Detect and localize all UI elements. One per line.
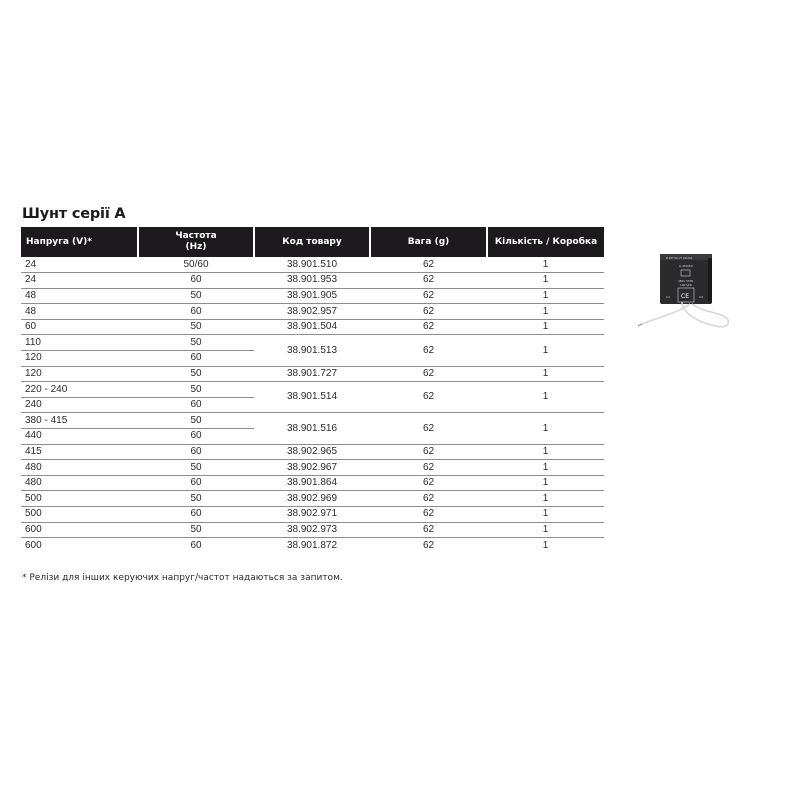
cell-voltage: 480 xyxy=(21,475,138,491)
cell-code: 38.901.872 xyxy=(286,539,338,551)
cell-frequency: 60 xyxy=(138,397,254,413)
cell-frequency: 50 xyxy=(138,413,254,429)
cell-voltage: 600 xyxy=(21,522,138,538)
cell-code: 38.901.514 xyxy=(254,382,370,413)
cell-voltage: 440 xyxy=(21,429,138,445)
cell-qty: 1 xyxy=(487,522,604,538)
cell-voltage: 24 xyxy=(21,257,138,273)
cell-qty: 1 xyxy=(487,444,604,460)
cell-voltage: 500 xyxy=(21,507,138,523)
cell-qty: 1 xyxy=(487,382,604,413)
table-row xyxy=(21,273,604,289)
cell-weight: 62 xyxy=(370,382,487,413)
cell-frequency: 60 xyxy=(138,304,254,320)
cell-frequency: 60 xyxy=(138,273,254,289)
table-row xyxy=(21,304,604,320)
header-voltage: Напруга (V)* xyxy=(21,227,138,257)
cell-weight: 62 xyxy=(370,413,487,444)
svg-text:A-450/60: A-450/60 xyxy=(679,264,693,268)
cell-frequency: 60 xyxy=(138,475,254,491)
cell-code: 38.902.969 xyxy=(254,491,370,507)
cell-voltage: 415 xyxy=(21,444,138,460)
cell-qty: 1 xyxy=(542,539,549,551)
cell-frequency: 50 xyxy=(138,460,254,476)
cell-weight: 62 xyxy=(370,335,487,366)
cell-frequency: 60 xyxy=(138,429,254,445)
cell-code: 38.902.971 xyxy=(254,507,370,523)
cell-weight: 62 xyxy=(370,507,487,523)
cell-code: 38.901.516 xyxy=(254,413,370,444)
cell-weight: 62 xyxy=(370,460,487,476)
cell-weight: 62 xyxy=(370,304,487,320)
cell-voltage: 600 xyxy=(25,539,42,551)
footnote: * Релізи для інших керуючих напруг/частот надаються за запитом. xyxy=(22,573,343,583)
cell-code: 38.901.510 xyxy=(254,257,370,273)
cell-frequency: 50 xyxy=(138,319,254,335)
cell-voltage: 24 xyxy=(21,273,138,289)
table-row xyxy=(21,538,604,554)
table-row xyxy=(21,366,604,382)
cell-frequency: 60 xyxy=(190,539,202,551)
table-row xyxy=(21,444,604,460)
cell-frequency: 60 xyxy=(138,507,254,523)
cell-qty: 1 xyxy=(487,460,604,476)
cell-frequency: 60 xyxy=(138,351,254,367)
cell-qty: 1 xyxy=(487,335,604,366)
cell-weight: 62 xyxy=(370,319,487,335)
shunt-module-image xyxy=(636,252,736,332)
svg-text:480V 50Hz: 480V 50Hz xyxy=(678,279,694,283)
svg-text:C1: C1 xyxy=(666,295,671,299)
svg-text:100%ED: 100%ED xyxy=(680,283,692,287)
header-qty: Кількість / Коробка xyxy=(487,227,604,257)
cell-weight: 62 xyxy=(422,539,435,551)
cell-qty: 1 xyxy=(487,491,604,507)
cell-qty: 1 xyxy=(487,273,604,289)
table-row xyxy=(21,522,604,538)
table-row xyxy=(21,319,604,335)
table-header-row xyxy=(21,227,604,257)
cell-frequency: 50 xyxy=(138,335,254,351)
cell-code: 38.902.957 xyxy=(254,304,370,320)
cell-qty: 1 xyxy=(487,257,604,273)
cell-qty: 1 xyxy=(487,366,604,382)
cell-voltage: 60 xyxy=(21,319,138,335)
shunt-module-icon xyxy=(636,252,736,332)
table-row xyxy=(21,507,604,523)
cell-frequency: 50 xyxy=(138,491,254,507)
cell-qty: 1 xyxy=(487,288,604,304)
cell-weight: 62 xyxy=(370,273,487,289)
header-weight: Вага (g) xyxy=(370,227,487,257)
cell-voltage: 120 xyxy=(21,366,138,382)
cell-voltage: 220 - 240 xyxy=(21,382,138,398)
cell-voltage: 48 xyxy=(21,288,138,304)
cell-weight: 62 xyxy=(370,444,487,460)
svg-text:CE: CE xyxy=(681,293,689,300)
cell-code: 38.902.965 xyxy=(254,444,370,460)
table-row xyxy=(21,491,604,507)
cell-qty: 1 xyxy=(487,413,604,444)
cell-code: 38.901.905 xyxy=(254,288,370,304)
cell-code: 38.901.513 xyxy=(254,335,370,366)
cell-voltage: 500 xyxy=(21,491,138,507)
cell-qty: 1 xyxy=(487,304,604,320)
cell-frequency: 50 xyxy=(138,366,254,382)
cell-code: 38.902.967 xyxy=(254,460,370,476)
cell-weight: 62 xyxy=(370,288,487,304)
table-row xyxy=(21,413,604,429)
table-row xyxy=(21,335,604,351)
cell-frequency: 50 xyxy=(138,522,254,538)
cell-voltage: 110 xyxy=(21,335,138,351)
table-row xyxy=(21,475,604,491)
cell-frequency: 50 xyxy=(138,382,254,398)
cell-code: 38.902.973 xyxy=(254,522,370,538)
table-row xyxy=(21,382,604,398)
cell-code: 38.901.953 xyxy=(254,273,370,289)
cell-qty: 1 xyxy=(487,507,604,523)
cell-weight: 62 xyxy=(370,475,487,491)
cell-code: 38.901.864 xyxy=(254,475,370,491)
cell-voltage: 48 xyxy=(21,304,138,320)
cell-weight: 62 xyxy=(370,491,487,507)
table-row xyxy=(21,257,604,273)
cell-voltage: 240 xyxy=(21,397,138,413)
header-frequency: Частота (Hz) xyxy=(138,227,254,257)
cell-frequency: 50 xyxy=(138,288,254,304)
cell-qty: 1 xyxy=(487,319,604,335)
table-row xyxy=(21,460,604,476)
cell-weight: 62 xyxy=(370,522,487,538)
cell-voltage: 120 xyxy=(21,351,138,367)
cell-weight: 62 xyxy=(370,257,487,273)
cell-qty: 1 xyxy=(487,475,604,491)
cell-frequency: 60 xyxy=(138,444,254,460)
cell-weight: 62 xyxy=(370,366,487,382)
header-code: Код товару xyxy=(254,227,370,257)
cell-code: 38.901.504 xyxy=(254,319,370,335)
spec-table xyxy=(21,227,604,553)
cell-voltage: 480 xyxy=(21,460,138,476)
cell-frequency: 50/60 xyxy=(138,257,254,273)
table-row xyxy=(21,288,604,304)
svg-text:C2: C2 xyxy=(699,295,704,299)
cell-voltage: 380 - 415 xyxy=(21,413,138,429)
svg-text:Ø.087 OC.VT OD.060: Ø.087 OC.VT OD.060 xyxy=(666,257,693,260)
cell-code: 38.901.727 xyxy=(254,366,370,382)
page-title: Шунт серії A xyxy=(22,206,126,222)
